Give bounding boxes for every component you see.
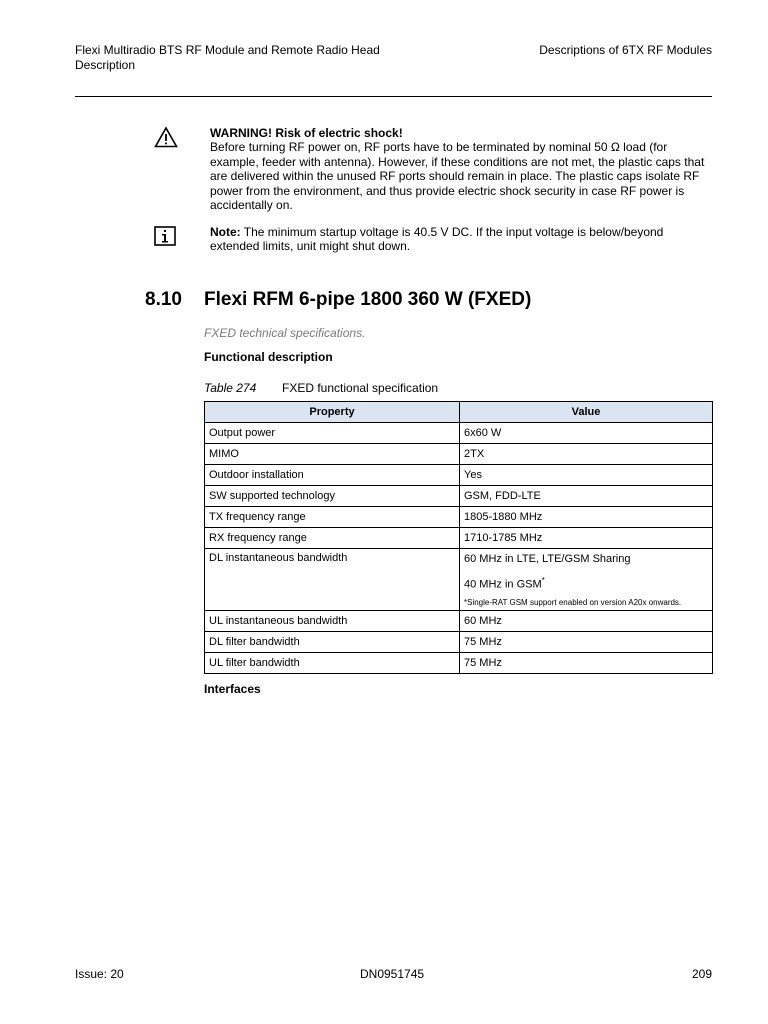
value-cell: 2TX: [460, 444, 713, 465]
column-header-property: Property: [205, 402, 460, 423]
table-row: [205, 423, 713, 444]
value-line: [464, 574, 708, 592]
section-intro: FXED technical specifications.: [204, 326, 366, 340]
table-row: [205, 631, 713, 652]
warning-text: Before turning RF power on, RF ports have to be terminated by nominal 50 Ω load (for example, feeder with antenna). However, if these conditions are not met, the plastic caps that are delivered within the unused RF ports should remain in place. The plastic caps isolate RF power from the environment, and thus provide electric shock security in case RF power is accidentally on.: [210, 140, 705, 213]
value-cell: [460, 549, 713, 611]
warning-title: WARNING! Risk of electric shock!: [210, 126, 403, 140]
value-cell: 75 MHz: [460, 652, 713, 673]
value-cell: 60 MHz: [460, 610, 713, 631]
value-cell: 75 MHz: [460, 631, 713, 652]
section-title: Flexi RFM 6-pipe 1800 360 W (FXED): [204, 289, 532, 310]
functional-description-heading: Functional description: [204, 350, 333, 364]
footer-doc-id: DN0951745: [360, 967, 425, 981]
value-cell: 1710-1785 MHz: [460, 528, 713, 549]
column-header-value: Value: [460, 402, 713, 423]
section-number: 8.10: [145, 289, 182, 310]
property-cell: TX frequency range: [205, 507, 460, 528]
table-caption-label: Table 274: [204, 381, 257, 395]
table-row: [205, 549, 713, 611]
running-header-left: Flexi Multiradio BTS RF Module and Remote Radio Head Description: [75, 43, 380, 72]
value-cell: 6x60 W: [460, 423, 713, 444]
value-cell: Yes: [460, 465, 713, 486]
value-line: 60 MHz in LTE, LTE/GSM Sharing: [464, 553, 631, 565]
property-cell: DL instantaneous bandwidth: [205, 549, 460, 611]
specification-table: [204, 401, 713, 674]
warning-block: [210, 126, 715, 212]
property-cell: UL instantaneous bandwidth: [205, 610, 460, 631]
property-cell: Output power: [205, 423, 460, 444]
table-row: [205, 444, 713, 465]
property-cell: MIMO: [205, 444, 460, 465]
table-row: [205, 465, 713, 486]
footer-issue: Issue: 20: [75, 967, 124, 981]
table-row: [205, 528, 713, 549]
note-block: [210, 225, 715, 254]
note-label: Note:: [210, 225, 241, 239]
note-text: The minimum startup voltage is 40.5 V DC. If the input voltage is below/beyond extended limits, unit might shut down.: [210, 225, 664, 254]
interfaces-heading: Interfaces: [204, 682, 261, 696]
warning-triangle-icon: [154, 126, 178, 148]
value-cell: GSM, FDD-LTE: [460, 486, 713, 507]
property-cell: DL filter bandwidth: [205, 631, 460, 652]
running-header-right: Descriptions of 6TX RF Modules: [539, 43, 712, 57]
table-footnote: *Single-RAT GSM support enabled on version A20x onwards.: [464, 597, 682, 607]
info-icon: [154, 226, 176, 246]
table-row: [205, 507, 713, 528]
property-cell: UL filter bandwidth: [205, 652, 460, 673]
value-cell: 1805-1880 MHz: [460, 507, 713, 528]
table-row: [205, 610, 713, 631]
table-caption-text: FXED functional specification: [282, 381, 439, 395]
footer-page-number: 209: [691, 967, 712, 981]
property-cell: RX frequency range: [205, 528, 460, 549]
table-row: [205, 652, 713, 673]
table-caption: [204, 381, 438, 395]
table-row: [205, 486, 713, 507]
table-header-row: [205, 402, 713, 423]
value-line-text: 40 MHz in GSM: [464, 578, 542, 591]
property-cell: SW supported technology: [205, 486, 460, 507]
footnote-marker: *: [541, 576, 545, 585]
property-cell: Outdoor installation: [205, 465, 460, 486]
header-rule: [75, 96, 712, 97]
